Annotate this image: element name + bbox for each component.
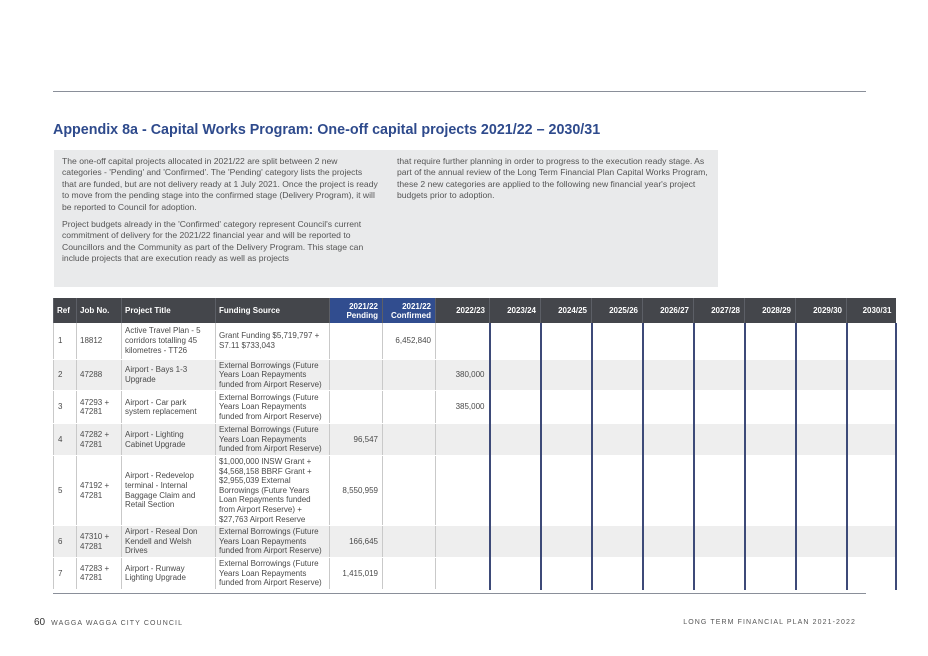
cell-year-empty bbox=[745, 526, 796, 558]
cell-year-empty bbox=[694, 424, 745, 456]
cell-year-empty bbox=[541, 424, 592, 456]
cell-year-empty bbox=[796, 424, 847, 456]
cell-year-empty bbox=[796, 558, 847, 590]
cell-year-empty bbox=[745, 391, 796, 424]
cell-year-empty bbox=[490, 359, 541, 391]
cell-year-empty bbox=[694, 323, 745, 359]
cell-2022-23 bbox=[436, 456, 490, 526]
cell-year-empty bbox=[643, 526, 694, 558]
cell-year-empty bbox=[745, 424, 796, 456]
table-row bbox=[54, 456, 896, 526]
cell-pending: 96,547 bbox=[330, 424, 383, 456]
cell-ref: 5 bbox=[54, 456, 77, 526]
cell-ref: 7 bbox=[54, 558, 77, 590]
cell-year-empty bbox=[847, 424, 896, 456]
cell-year-empty bbox=[541, 526, 592, 558]
table-row bbox=[54, 391, 896, 424]
cell-confirmed bbox=[383, 391, 436, 424]
cell-2022-23 bbox=[436, 323, 490, 359]
cell-year-empty bbox=[541, 323, 592, 359]
table-row bbox=[54, 424, 896, 456]
cell-year-empty bbox=[847, 456, 896, 526]
cell-project-title: Airport - Redevelop terminal - Internal Baggage Claim and Retail Section bbox=[122, 456, 216, 526]
cell-job-no: 18812 bbox=[77, 323, 122, 359]
cell-year-empty bbox=[541, 456, 592, 526]
cell-job-no: 47288 bbox=[77, 359, 122, 391]
cell-year-empty bbox=[490, 456, 541, 526]
intro-paragraph: that require further planning in order to progress to the execution ready stage. As part of the annual review of the Long Term Financial Plan Capital Works Program, these 2 new categories are applied to the following new financial year's project budgets prior to adoption. bbox=[397, 156, 708, 201]
cell-confirmed: 6,452,840 bbox=[383, 323, 436, 359]
table-row bbox=[54, 323, 896, 359]
council-name: WAGGA WAGGA CITY COUNCIL bbox=[51, 620, 184, 627]
cell-pending: 1,415,019 bbox=[330, 558, 383, 590]
cell-year-empty bbox=[745, 558, 796, 590]
header-2027-28: 2027/28 bbox=[694, 298, 745, 323]
cell-ref: 6 bbox=[54, 526, 77, 558]
intro-paragraph: The one-off capital projects allocated in 2021/22 are split between 2 new categories - 'Pending' and 'Confirmed'. The 'Pending' category lists the projects that are funded, but are not delivery ready at 1 July 2021. Once the project is ready to move from the pending stage into the confirmed stage (Delivery Program), it will be reported to Council for adoption. bbox=[62, 156, 378, 212]
table-header-row bbox=[54, 298, 896, 323]
cell-year-empty bbox=[796, 323, 847, 359]
cell-year-empty bbox=[490, 323, 541, 359]
table-row bbox=[54, 359, 896, 391]
cell-year-empty bbox=[847, 323, 896, 359]
header-2021-22-confirmed: 2021/22 Confirmed bbox=[383, 298, 436, 323]
header-2025-26: 2025/26 bbox=[592, 298, 643, 323]
cell-year-empty bbox=[847, 359, 896, 391]
cell-year-empty bbox=[490, 391, 541, 424]
cell-confirmed bbox=[383, 456, 436, 526]
cell-year-empty bbox=[796, 359, 847, 391]
cell-job-no: 47293 + 47281 bbox=[77, 391, 122, 424]
cell-2022-23: 385,000 bbox=[436, 391, 490, 424]
header-2022-23: 2022/23 bbox=[436, 298, 490, 323]
top-divider bbox=[53, 91, 866, 92]
cell-funding-source: External Borrowings (Future Years Loan Repayments funded from Airport Reserve) bbox=[216, 558, 330, 590]
cell-pending bbox=[330, 323, 383, 359]
cell-2022-23: 380,000 bbox=[436, 359, 490, 391]
cell-pending: 8,550,959 bbox=[330, 456, 383, 526]
header-2023-24: 2023/24 bbox=[490, 298, 541, 323]
cell-2022-23 bbox=[436, 424, 490, 456]
cell-job-no: 47283 + 47281 bbox=[77, 558, 122, 590]
cell-ref: 3 bbox=[54, 391, 77, 424]
intro-column-right bbox=[397, 156, 709, 208]
footer-left bbox=[34, 617, 183, 628]
cell-project-title: Airport - Reseal Don Kendell and Welsh Drives bbox=[122, 526, 216, 558]
header-2028-29: 2028/29 bbox=[745, 298, 796, 323]
header-ref: Ref bbox=[54, 298, 77, 323]
cell-year-empty bbox=[694, 391, 745, 424]
bottom-divider bbox=[53, 593, 866, 594]
cell-year-empty bbox=[694, 359, 745, 391]
cell-year-empty bbox=[694, 526, 745, 558]
cell-year-empty bbox=[796, 526, 847, 558]
cell-year-empty bbox=[592, 456, 643, 526]
cell-pending: 166,645 bbox=[330, 526, 383, 558]
cell-year-empty bbox=[592, 359, 643, 391]
cell-ref: 1 bbox=[54, 323, 77, 359]
cell-funding-source: External Borrowings (Future Years Loan Repayments funded from Airport Reserve) bbox=[216, 424, 330, 456]
cell-2022-23 bbox=[436, 526, 490, 558]
header-2021-22-pending: 2021/22 Pending bbox=[330, 298, 383, 323]
header-project-title: Project Title bbox=[122, 298, 216, 323]
cell-year-empty bbox=[643, 456, 694, 526]
cell-year-empty bbox=[694, 456, 745, 526]
cell-confirmed bbox=[383, 558, 436, 590]
cell-funding-source: External Borrowings (Future Years Loan Repayments funded from Airport Reserve) bbox=[216, 526, 330, 558]
cell-project-title: Airport - Car park system replacement bbox=[122, 391, 216, 424]
capital-works-table bbox=[53, 298, 897, 590]
cell-year-empty bbox=[796, 456, 847, 526]
cell-ref: 2 bbox=[54, 359, 77, 391]
cell-year-empty bbox=[745, 456, 796, 526]
cell-year-empty bbox=[847, 558, 896, 590]
header-2029-30: 2029/30 bbox=[796, 298, 847, 323]
table-row bbox=[54, 526, 896, 558]
cell-job-no: 47310 + 47281 bbox=[77, 526, 122, 558]
intro-panel bbox=[54, 150, 718, 287]
cell-funding-source: External Borrowings (Future Years Loan Repayments funded from Airport Reserve) bbox=[216, 391, 330, 424]
cell-year-empty bbox=[745, 323, 796, 359]
cell-funding-source: External Borrowings (Future Years Loan Repayments funded from Airport Reserve) bbox=[216, 359, 330, 391]
cell-year-empty bbox=[541, 558, 592, 590]
cell-year-empty bbox=[592, 558, 643, 590]
cell-ref: 4 bbox=[54, 424, 77, 456]
cell-year-empty bbox=[541, 391, 592, 424]
cell-year-empty bbox=[643, 558, 694, 590]
cell-project-title: Airport - Runway Lighting Upgrade bbox=[122, 558, 216, 590]
cell-funding-source: $1,000,000 INSW Grant + $4,568,158 BBRF Grant + $2,955,039 External Borrowings (Future Years Loan Repayments funded from Airport Reserve) + $27,763 Airport Reserve bbox=[216, 456, 330, 526]
cell-job-no: 47192 + 47281 bbox=[77, 456, 122, 526]
cell-year-empty bbox=[796, 391, 847, 424]
cell-project-title: Airport - Lighting Cabinet Upgrade bbox=[122, 424, 216, 456]
header-2030-31: 2030/31 bbox=[847, 298, 896, 323]
table-row bbox=[54, 558, 896, 590]
cell-year-empty bbox=[592, 424, 643, 456]
cell-funding-source: Grant Funding $5,719,797 + S7.11 $733,043 bbox=[216, 323, 330, 359]
intro-paragraph: Project budgets already in the 'Confirmed' category represent Council's current commitment of delivery for the 2021/22 financial year and will be reported to Councillors and the Community as part of the Delivery Program. This stage can include projects that are execution ready as well as projects bbox=[62, 219, 364, 264]
cell-confirmed bbox=[383, 424, 436, 456]
cell-pending bbox=[330, 359, 383, 391]
page-title: Appendix 8a - Capital Works Program: One-off capital projects 2021/22 – 2030/31 bbox=[53, 122, 601, 138]
cell-year-empty bbox=[592, 526, 643, 558]
cell-year-empty bbox=[592, 323, 643, 359]
document-name: LONG TERM FINANCIAL PLAN 2021-2022 bbox=[683, 619, 856, 626]
cell-year-empty bbox=[490, 424, 541, 456]
cell-2022-23 bbox=[436, 558, 490, 590]
cell-year-empty bbox=[592, 391, 643, 424]
cell-year-empty bbox=[490, 526, 541, 558]
cell-pending bbox=[330, 391, 383, 424]
cell-year-empty bbox=[490, 558, 541, 590]
header-funding-source: Funding Source bbox=[216, 298, 330, 323]
header-2024-25: 2024/25 bbox=[541, 298, 592, 323]
cell-year-empty bbox=[643, 424, 694, 456]
cell-year-empty bbox=[745, 359, 796, 391]
page-number: 60 bbox=[34, 617, 46, 628]
cell-year-empty bbox=[643, 323, 694, 359]
cell-project-title: Airport - Bays 1-3 Upgrade bbox=[122, 359, 216, 391]
cell-year-empty bbox=[541, 359, 592, 391]
cell-year-empty bbox=[643, 391, 694, 424]
cell-job-no: 47282 + 47281 bbox=[77, 424, 122, 456]
cell-year-empty bbox=[694, 558, 745, 590]
cell-year-empty bbox=[643, 359, 694, 391]
cell-confirmed bbox=[383, 526, 436, 558]
cell-year-empty bbox=[847, 391, 896, 424]
cell-confirmed bbox=[383, 359, 436, 391]
header-job-no: Job No. bbox=[77, 298, 122, 323]
cell-year-empty bbox=[847, 526, 896, 558]
cell-project-title: Active Travel Plan - 5 corridors totalling 45 kilometres - TT26 bbox=[122, 323, 216, 359]
header-2026-27: 2026/27 bbox=[643, 298, 694, 323]
intro-column-left bbox=[62, 156, 378, 271]
